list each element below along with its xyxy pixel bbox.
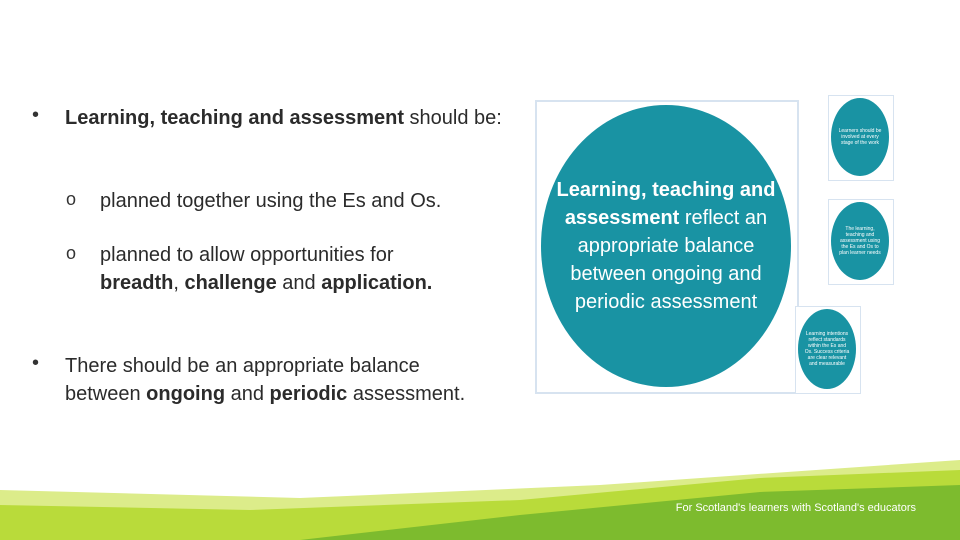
sub-bullet-opportunities	[100, 241, 530, 297]
bullet-appropriate-balance	[65, 352, 535, 408]
bold-ongoing: ongoing	[146, 383, 226, 405]
main-circle-rest: reflect an appropriate balance between ongoing and periodic assessment	[570, 207, 768, 313]
sub-bullet-marker: o	[66, 189, 77, 209]
bold-lead: Learning, teaching and assessment	[65, 107, 404, 129]
footer-tagline: For Scotland's learners with Scotland's educators	[675, 502, 916, 514]
bold-breadth: breadth	[100, 272, 174, 294]
small-circle-text: Learning intentions reflect standards within the Es and Os. Success criteria are clear relevant and measurable	[804, 331, 850, 367]
bold-application: application.	[321, 272, 433, 294]
main-circle-bold: Learning, teaching and assessment	[556, 179, 776, 229]
text-post: assessment.	[347, 383, 466, 405]
small-circle-learning-intentions	[798, 309, 856, 389]
small-circle-learners	[831, 98, 889, 176]
small-circle-text: Learners should be involved at every stage of the work	[838, 128, 882, 146]
bold-periodic: periodic	[269, 383, 348, 405]
small-circle-text: The learning, teaching and assessment using the Es and Os to plan learner needs	[839, 226, 881, 256]
bullet-learning-teaching-assessment	[65, 104, 535, 132]
bold-challenge: challenge	[184, 272, 277, 294]
bullet-marker: •	[32, 104, 40, 126]
main-circle-text	[546, 176, 786, 316]
sub-bullet-line	[100, 269, 530, 297]
text-pre: between	[65, 383, 147, 405]
footer-band	[0, 440, 960, 540]
separator: and	[276, 272, 322, 294]
separator: ,	[173, 272, 185, 294]
small-circle-planning	[831, 202, 889, 280]
bullet-rest: should be:	[404, 107, 502, 129]
bullet-line	[65, 380, 535, 408]
sub-bullet-marker: o	[66, 243, 77, 263]
bullet-marker: •	[32, 352, 40, 374]
text-mid: and	[225, 383, 270, 405]
bullet-line: There should be an appropriate balance	[65, 355, 420, 377]
sub-bullet-line: planned to allow opportunities for	[100, 244, 394, 266]
sub-bullet-planned-together: planned together using the Es and Os.	[100, 190, 442, 212]
